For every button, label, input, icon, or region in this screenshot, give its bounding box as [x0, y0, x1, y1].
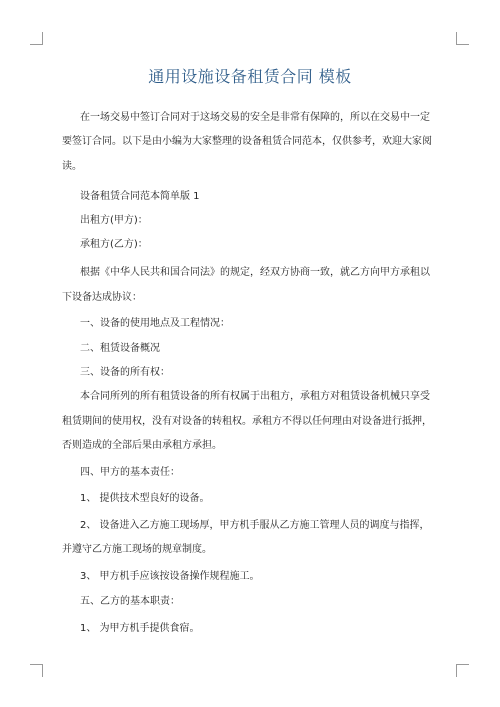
crop-mark-top-left	[30, 32, 43, 45]
clause-heading: 二、租赁设备概况	[80, 343, 160, 354]
paragraph-line: 租赁期间的使用权，没有对设备的转租权。承租方不得以任何理由对设备进行抵押，	[62, 416, 432, 427]
paragraph-line: 在一场交易中签订合同对于这场交易的安全是非常有保障的，所以在交易中一定	[80, 112, 430, 123]
list-item: 2、 设备进入乙方施工现场厚，甲方机手服从乙方施工管理人员的调度与指挥，	[80, 520, 430, 531]
clause-heading: 四、甲方的基本责任：	[80, 467, 180, 478]
lessor-line: 出租方(甲方)：	[80, 215, 148, 226]
paragraph-line: 要签订合同。以下是由小编为大家整理的设备租赁合同范本，仅供参考，欢迎大家阅	[62, 136, 432, 147]
section-heading: 设备租赁合同范本简单版 1	[80, 191, 200, 202]
paragraph-line: 否则造成的全部后果由承租方承担。	[62, 440, 222, 451]
clause-heading: 一、设备的使用地点及工程情况：	[80, 318, 230, 329]
paragraph-line: 根据《中华人民共和国合同法》的规定，经双方协商一致，就乙方向甲方承租以	[80, 267, 430, 278]
list-item: 1、 为甲方机手提供食宿。	[80, 623, 200, 634]
list-item: 3、 甲方机手应该按设备操作规程施工。	[80, 571, 260, 582]
list-item: 1、 提供技术型良好的设备。	[80, 493, 210, 504]
crop-mark-bottom-left	[30, 664, 43, 677]
paragraph-line: 下设备达成协议：	[62, 292, 142, 303]
crop-mark-bottom-right	[456, 664, 469, 677]
paragraph-line: 本合同所列的所有租赁设备的所有权属于出租方，承租方对租赁设备机械只享受	[80, 391, 430, 402]
clause-heading: 五、乙方的基本职责：	[80, 596, 180, 607]
lessee-line: 承租方(乙方)：	[80, 239, 148, 250]
crop-mark-top-right	[456, 32, 469, 45]
paragraph-line: 并遵守乙方施工现场的规章制度。	[62, 544, 212, 555]
paragraph-line: 读。	[62, 161, 82, 172]
document-title: 通用设施设备租赁合同 模板	[148, 67, 352, 86]
clause-heading: 三、设备的所有权：	[80, 367, 170, 378]
